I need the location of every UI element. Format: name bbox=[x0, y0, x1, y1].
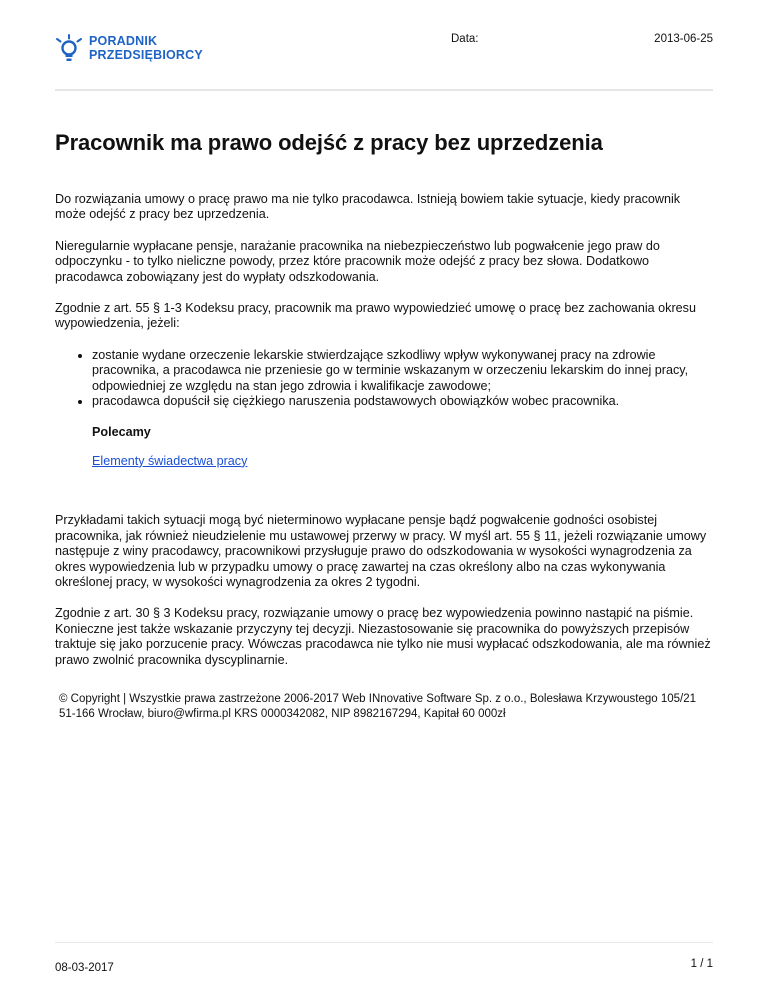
paragraph-article-55: Zgodnie z art. 55 § 1-3 Kodeksu pracy, pracownik ma prawo wypowiedzieć umowę o pracę bez zachowania okresu wypowiedzenia, jeżeli: bbox=[55, 301, 696, 331]
article bbox=[55, 130, 713, 722]
page-number: 1 / 1 bbox=[690, 958, 713, 970]
date-value: 2013-06-25 bbox=[654, 33, 713, 45]
header-divider bbox=[55, 89, 713, 91]
recommend-box bbox=[55, 425, 713, 469]
footer-date: 08-03-2017 bbox=[55, 962, 114, 974]
paragraph-reasons: Nieregularnie wypłacane pensje, narażanie pracownika na niebezpieczeństwo lub pogwałcenie jego praw do odpoczynku - to tylko nieliczne powody, przez które pracownik może odejść z pracy bez słowa. Dodatkowo pracodawca zobowiązany jest do wypłaty odszkodowania. bbox=[55, 238, 660, 284]
paragraph-examples: Przykładami takich sytuacji mogą być nieterminowo wypłacane pensje bądź pogwałcenie godności osobistej pracownika, jak również nieudzielenie mu ustawowej przerwy w pracy. W myśl art. 55 § 11, jeżeli rozwiązanie umowy następuje z winy pracodawcy, pracownikowi przysługuje prawo do odszkodowania w wysokości wynagrodzenia za okres wypowiedzenia lub w przypadku umowy o pracę zawartej na czas określony albo na czas wykonywania określonej pracy, w wysokości wynagrodzenia za okres 2 tygodni. bbox=[55, 513, 707, 589]
page-header bbox=[55, 28, 713, 90]
logo-text bbox=[89, 34, 203, 62]
logo-line-1: PORADNIK bbox=[89, 34, 158, 48]
article-title: Pracownik ma prawo odejść z pracy bez uprzedzenia bbox=[55, 130, 603, 155]
recommend-link[interactable]: Elementy świadectwa pracy bbox=[92, 453, 248, 468]
paragraph-article-30: Zgodnie z art. 30 § 3 Kodeksu pracy, rozwiązanie umowy o pracę bez wypowiedzenia powinno nastąpić na piśmie. Konieczne jest także wskazanie przyczyny tej decyzji. Niezastosowanie się pracownika do powyższych przepisów traktuje się jako porzucenie pracy. Wówczas pracodawca nie tylko nie musi wypłacać odszkodowania, ale ma również prawo zwolnić pracownika dyscyplinarnie. bbox=[55, 606, 711, 667]
list-item: • zostanie wydane orzeczenie lekarskie stwierdzające szkodliwy wpływ wykonywanej pracy na zdrowie pracownika, a pracodawca nie przeniesie go w terminie wskazanym w orzeczeniu lekarskim do innej pracy, odpowiedniej ze względu na stan jego zdrowia i kwalifikacje zawodowe; bbox=[92, 348, 713, 394]
copyright-line-1: © Copyright | Wszystkie prawa zastrzeżone 2006-2017 Web INnovative Software Sp. z o.o., Bolesława Krzywoustego 105/21 bbox=[59, 692, 697, 705]
recommend-title: Polecamy bbox=[92, 425, 151, 440]
footer-divider bbox=[55, 942, 713, 943]
list-item: • pracodawca dopuścił się ciężkiego naruszenia podstawowych obowiązków wobec pracownika. bbox=[92, 394, 713, 409]
copyright-line-2: 51-166 Wrocław, biuro@wfirma.pl KRS 0000342082, NIP 8982167294, Kapitał 60 000zł bbox=[59, 707, 506, 720]
lightbulb-icon bbox=[55, 34, 83, 66]
logo bbox=[55, 34, 203, 66]
copyright bbox=[55, 692, 713, 722]
date-label: Data: bbox=[451, 33, 479, 45]
logo-line-2: PRZEDSIĘBIORCY bbox=[89, 48, 203, 62]
conditions-list bbox=[55, 348, 713, 410]
paragraph-intro: Do rozwiązania umowy o pracę prawo ma nie tylko pracodawca. Istnieją bowiem takie sytuacje, kiedy pracownik może odejść z pracy bez uprzedzenia. bbox=[55, 192, 681, 222]
